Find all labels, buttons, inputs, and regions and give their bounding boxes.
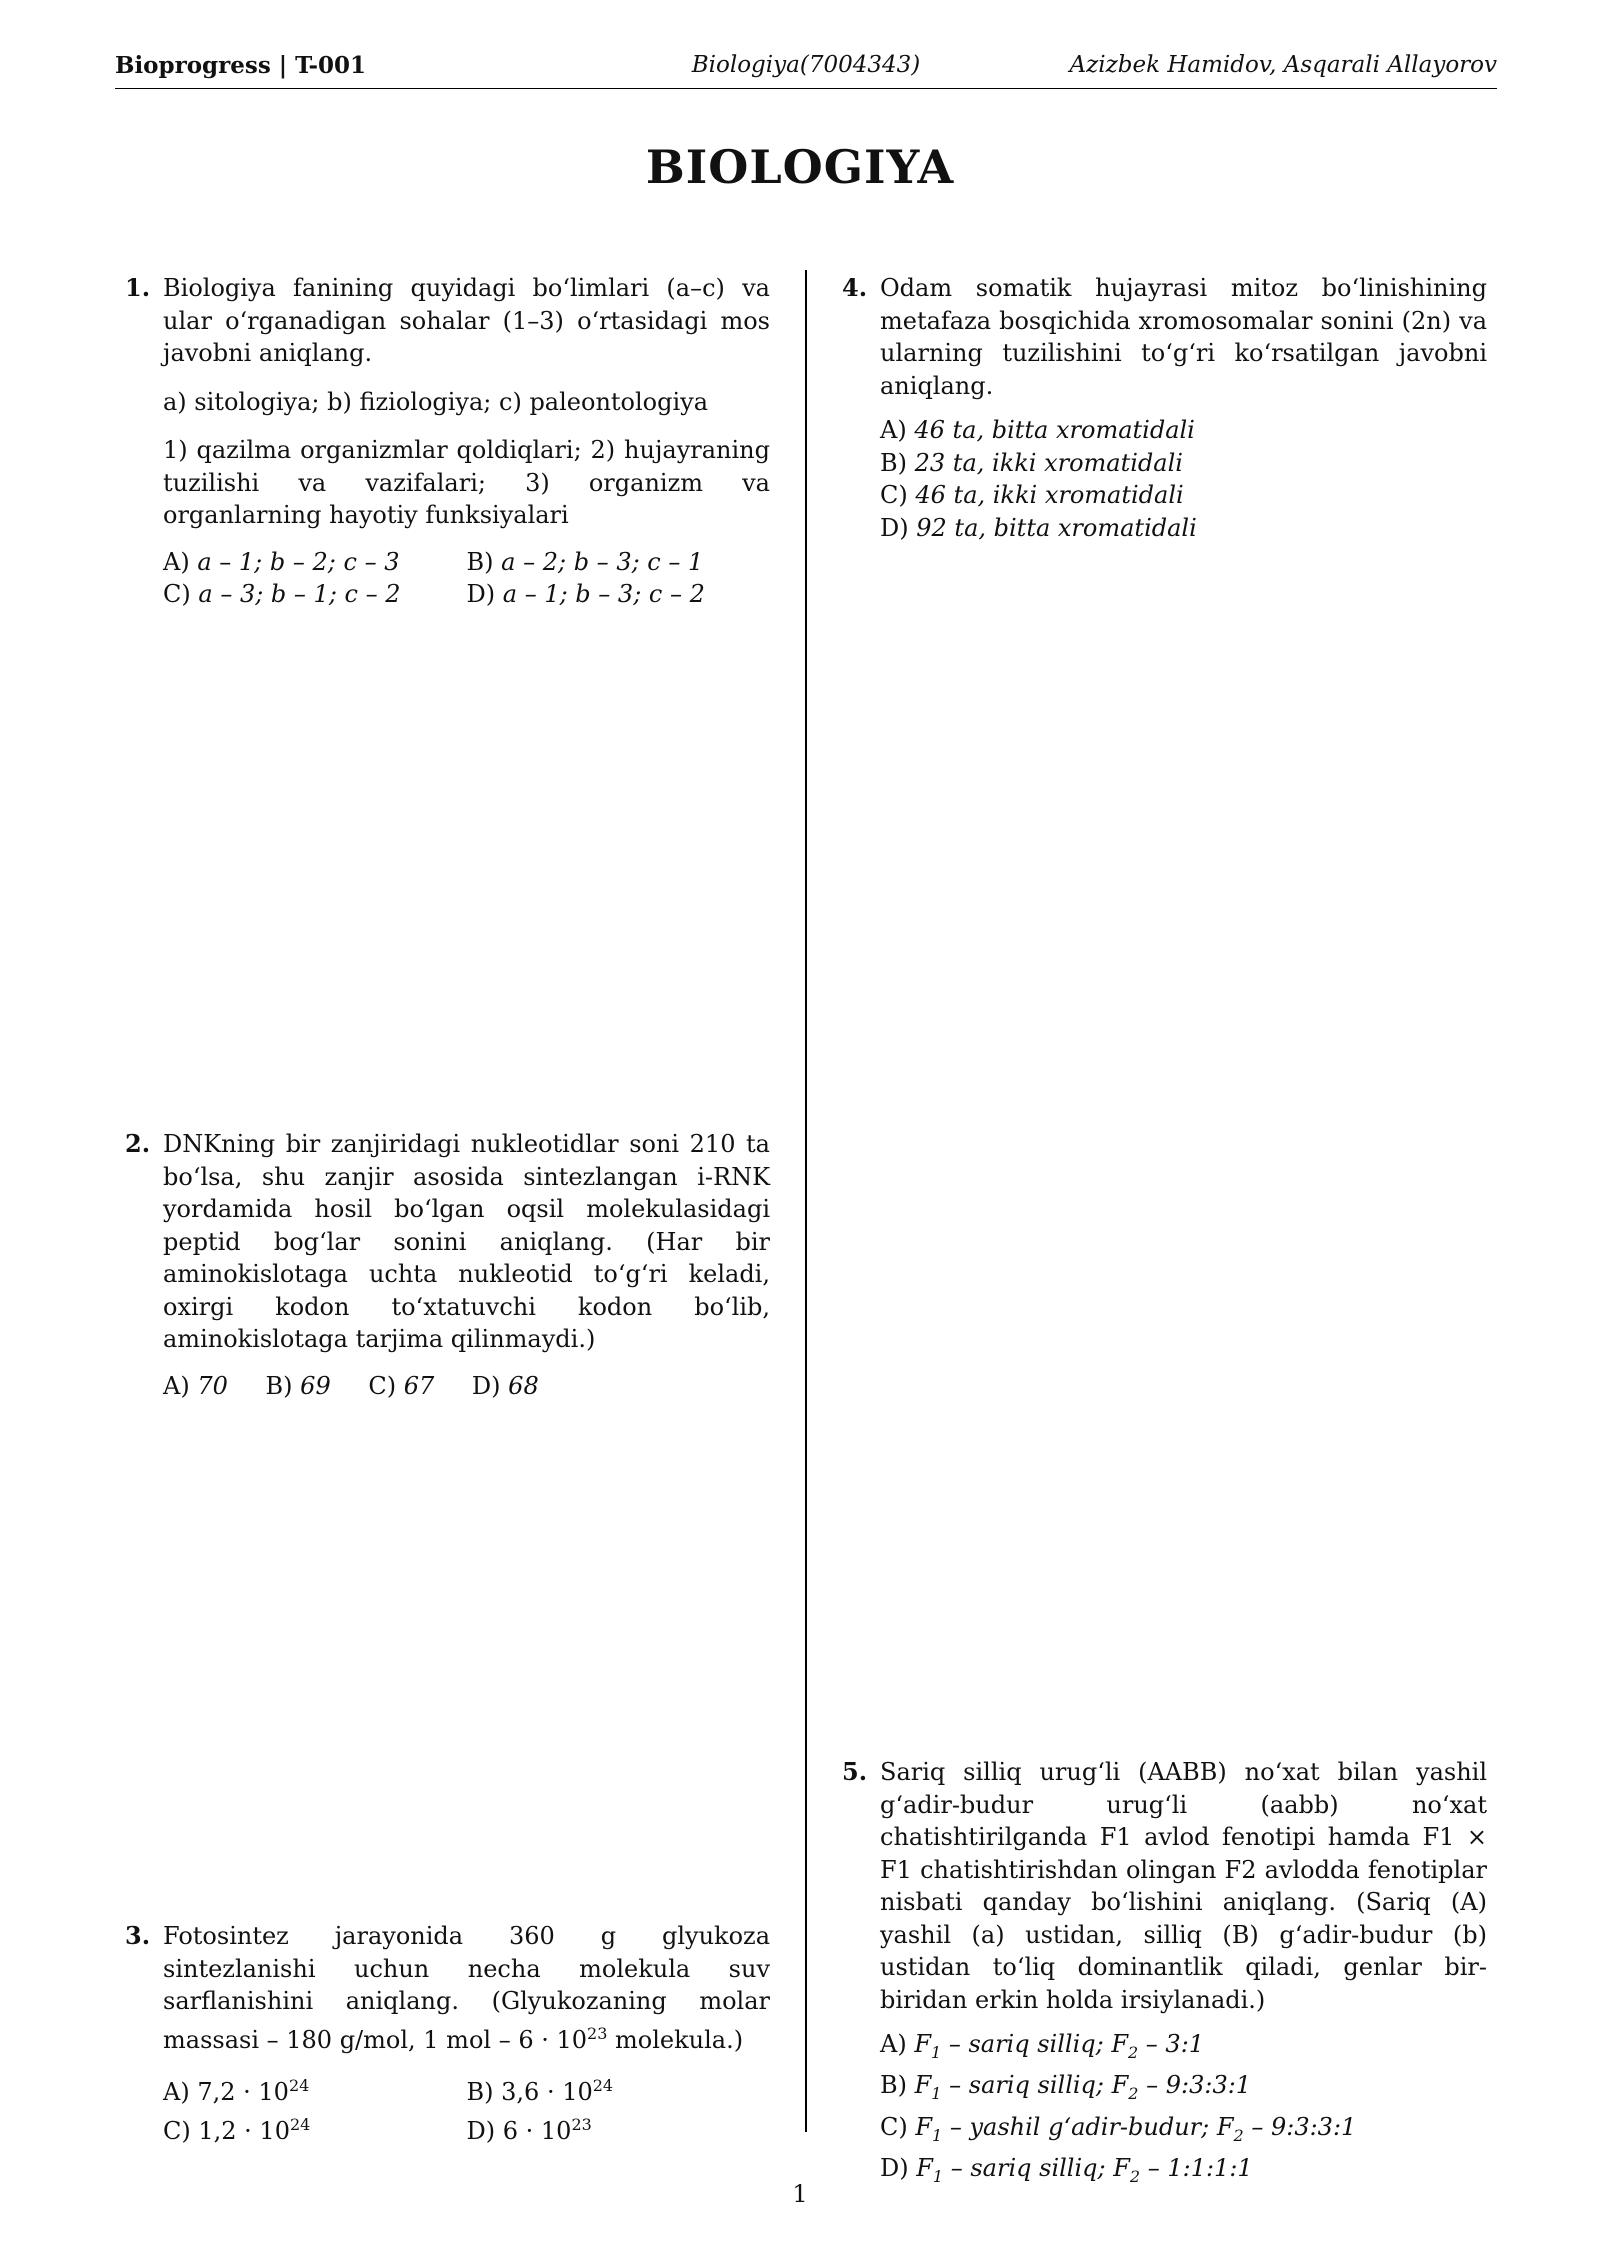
question-number: 3. [125, 1921, 151, 1950]
question-text: Odam somatik hujayrasi mitoz boʻlinishining metafaza bosqichida xromosomalar sonini (2n) va ularning tuzilishini toʻgʻri koʻrsatilgan javobni aniqlang. [880, 274, 1487, 400]
question-text: DNKning bir zanjiridagi nukleotidlar soni 210 ta boʻlsa, shu zanjir asosida sintezlangan i-RNK yordamida hosil boʻlgan oqsil molekulasidagi peptid bogʻlar sonini aniqlang. (Har bir aminokislotaga uchta nukleotid toʻgʻri keladi, oxirgi kodon toʻxtatuvchi kodon boʻlib, aminokislotaga tarjima qilinmaydi.) [163, 1130, 770, 1353]
question-5 [842, 1756, 1487, 2193]
question-2 [125, 1128, 770, 1402]
option-b[interactable]: B) $F_1$ – sariq silliq; $F_2$ – 9:3:3:1 [880, 2071, 1252, 2104]
option-a[interactable]: A) $7,2 \cdot 10^{24}$ [163, 2076, 310, 2106]
page-title: BIOLOGIYA [645, 140, 955, 194]
answer-options [880, 2028, 1487, 2193]
option-a[interactable]: A) $F_1$ – sariq silliq; $F_2$ – 3:1 [880, 2030, 1205, 2062]
option-c[interactable]: C) 67 [368, 1371, 435, 1400]
answer-options [163, 546, 770, 611]
option-d[interactable]: D) $6 \cdot 10^{23}$ [466, 2114, 592, 2145]
answer-options [163, 1370, 770, 1403]
option-c[interactable]: C) $F_1$ – yashil gʻadir-budur; $F_2$ – 9:3:3:1 [880, 2112, 1357, 2145]
answer-options [880, 414, 1487, 544]
column-divider [805, 270, 807, 2132]
option-b[interactable]: B) a – 2; b – 3; c – 1 [466, 547, 704, 576]
question-text: Biologiya fanining quyidagi boʻlimlari (a–c) va ular oʻrganadigan sohalar (1–3) oʻrtasidagi mos javobni aniqlang. [163, 274, 770, 367]
question-text: Fotosintez jarayonida 360 g glyukoza sintezlanishi uchun necha molekula suv sarflanishini aniqlang. (Glyukozaning molar massasi – 180 g/mol, 1 mol – $6 \cdot 10^{23}$ molekula.) [163, 1922, 770, 2054]
question-number: 2. [125, 1129, 151, 1158]
question-sublist-b: 1) qazilma organizmlar qoldiqlari; 2) hujayraning tuzilishi va vazifalari; 3) organizm va organlarning hayotiy funksiyalari [163, 436, 770, 529]
question-number: 1. [125, 273, 151, 302]
option-b[interactable]: B) $3,6 \cdot 10^{24}$ [466, 2076, 614, 2106]
page-number: 1 [792, 2180, 808, 2208]
header-left: Bioprogress | T-001 [115, 52, 367, 79]
question-1 [125, 272, 770, 611]
option-d[interactable]: D) 92 ta, bitta xromatidali [880, 513, 1197, 542]
option-c[interactable]: C) a – 3; b – 1; c – 2 [163, 580, 401, 608]
question-number: 5. [842, 1757, 868, 1786]
option-d[interactable]: D) a – 1; b – 3; c – 2 [466, 580, 705, 608]
option-a[interactable]: A) 70 [163, 1371, 228, 1400]
header-right: Azizbek Hamidov, Asqarali Allayorov [1069, 52, 1497, 78]
answer-options [163, 2070, 770, 2147]
question-3 [125, 1920, 770, 2147]
option-b[interactable]: B) 69 [265, 1371, 331, 1400]
option-c[interactable]: C) 46 ta, ikki xromatidali [880, 481, 1184, 509]
question-text: Sariq silliq urugʻli (AABB) noʻxat bilan yashil gʻadir-budur urugʻli (aabb) noʻxat chatishtirilganda F1 avlod fenotipi hamda F1 × F1 chatishtirishdan olingan F2 avlodda fenotiplar nisbati qanday boʻlishini aniqlang. (Sariq (A) yashil (a) ustidan, silliq (B) gʻadir-budur (b) ustidan toʻliq dominantlik qiladi, genlar bir-biridan erkin holda irsiylanadi.) [880, 1758, 1487, 2014]
page-header [115, 52, 1497, 89]
question-number: 4. [842, 273, 868, 302]
option-a[interactable]: A) a – 1; b – 2; c – 3 [163, 547, 400, 576]
option-a[interactable]: A) 46 ta, bitta xromatidali [880, 416, 1195, 444]
option-b[interactable]: B) 23 ta, ikki xromatidali [880, 448, 1183, 477]
option-c[interactable]: C) $1,2 \cdot 10^{24}$ [163, 2114, 311, 2145]
question-4 [842, 272, 1487, 544]
option-d[interactable]: D) 68 [471, 1371, 539, 1400]
question-sublist-a: a) sitologiya; b) fiziologiya; c) paleontologiya [163, 387, 709, 416]
option-d[interactable]: D) $F_1$ – sariq silliq; $F_2$ – 1:1:1:1 [880, 2153, 1253, 2186]
header-center: Biologiya(7004343) [691, 52, 921, 78]
